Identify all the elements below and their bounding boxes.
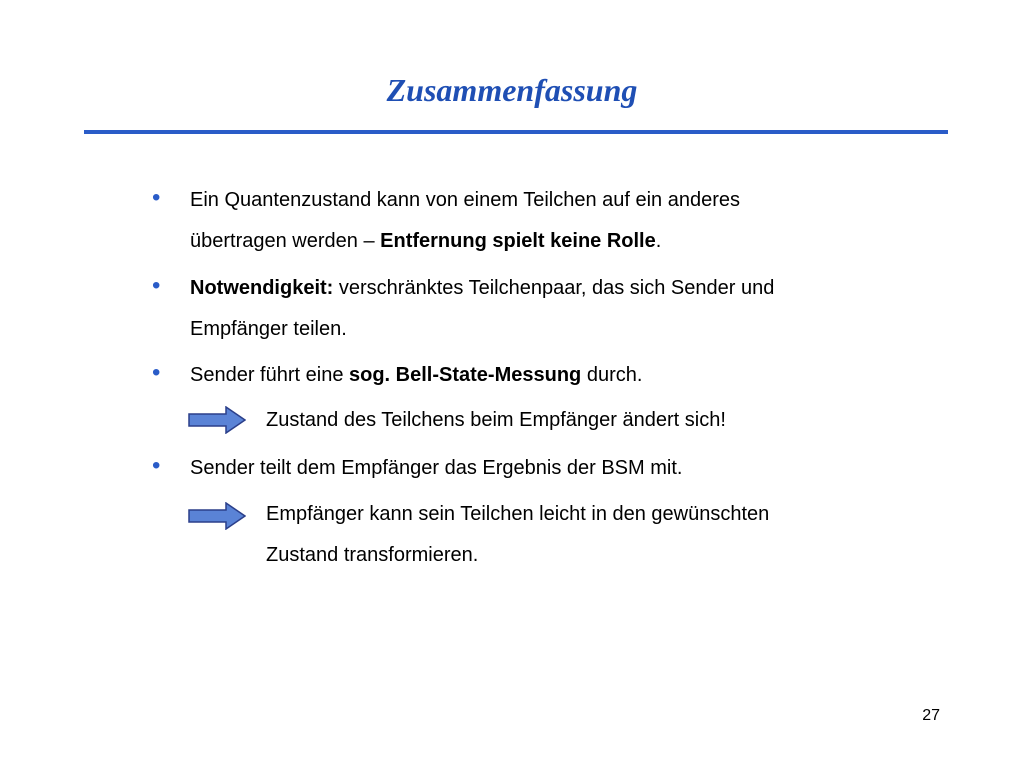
bullet-3-text-post: durch.	[581, 364, 643, 386]
bullet-3-text-pre: Sender führt eine	[190, 364, 349, 386]
bullet-1-emphasis: Entfernung spielt keine Rolle	[380, 230, 656, 252]
slide-title: Zusammenfassung	[386, 72, 638, 108]
bullet-3-line-1	[190, 363, 642, 387]
bullet-2-text: verschränktes Teilchenpaar, das sich Sender und	[333, 277, 775, 299]
bullet-4-result-line-1: Empfänger kann sein Teilchen leicht in den gewünschten	[266, 503, 770, 525]
bullet-1-line-1: Ein Quantenzustand kann von einem Teilchen auf ein anderes	[190, 189, 741, 211]
bullet-2-emphasis: Notwendigkeit:	[190, 277, 334, 299]
bullet-2-line-1	[190, 276, 774, 300]
bullet-3-result: Zustand des Teilchens beim Empfänger ändert sich!	[266, 409, 726, 431]
bullet-dot-icon: •	[152, 272, 161, 299]
bullet-dot-icon: •	[152, 452, 161, 479]
arrow-right-icon	[188, 502, 246, 530]
title-divider	[84, 130, 948, 134]
bullet-4-line-1: Sender teilt dem Empfänger das Ergebnis der BSM mit.	[190, 457, 683, 479]
arrow-right-icon	[188, 406, 246, 434]
bullet-dot-icon: •	[152, 184, 161, 211]
page-number: 27	[922, 707, 940, 724]
bullet-1-line-2	[190, 229, 661, 253]
bullet-dot-icon: •	[152, 359, 161, 386]
bullet-1-period: .	[655, 230, 662, 252]
bullet-3-emphasis: sog. Bell-State-Messung	[349, 364, 582, 386]
bullet-1-text: übertragen werden –	[190, 230, 381, 252]
bullet-4-result-line-2: Zustand transformieren.	[266, 544, 479, 566]
bullet-2-line-2: Empfänger teilen.	[190, 318, 347, 340]
